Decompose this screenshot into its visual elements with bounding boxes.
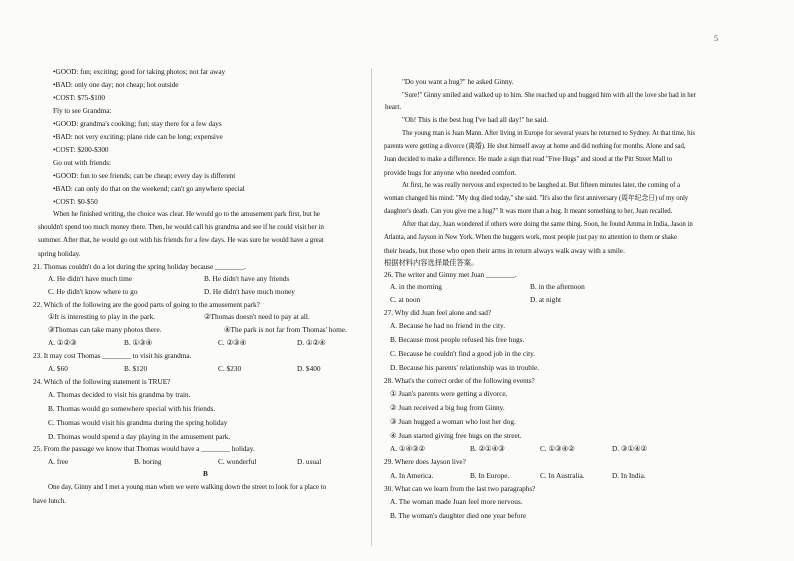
option-c[interactable]: C. $230 [218,364,242,373]
section-b-label: B [203,469,208,478]
text-line: "Sure!" Ginny smiled and walked up to him. She reached up and hugged him with all the love she had in her [402,92,696,99]
text-line: •BAD: can only do that on the weekend; can't go anywhere special [53,184,245,193]
option-c[interactable]: C. Because he couldn't find a good job in the city. [390,349,536,358]
option-d[interactable]: D. ①②④ [297,338,326,347]
text-line: •GOOD: grandma's cooking; fun; stay there for a few days [53,119,222,128]
option-b[interactable]: B. Because most people refused his free hugs. [390,335,525,344]
option-c[interactable]: C. ①③④② [540,444,575,453]
section-heading: Go out with friends: [53,158,111,167]
text-line: Juan decided to make a difference. He made a sign that read "Free Hugs" and stood at the Pitt Street Mall to [384,156,673,163]
text-line: After that day, Juan wondered if others were doing the same thing. Soon, he found Amma in India, Jason in [402,221,693,228]
statement-4: ④ Juan started giving free hugs on the street. [390,431,522,440]
text-line: heart. [385,102,402,111]
statement-2: ② Juan received a big hug from Ginny. [390,403,505,412]
question-29-stem: 29. Where does Jayson live? [384,457,466,466]
text-line: One day, Ginny and I met a young man when we were walking down the street to look for a place to [48,483,327,491]
option-b[interactable]: B. boring [134,457,162,466]
option-a[interactable]: A. In America. [390,471,434,480]
statement-4: ④The park is not far from Thomas' home. [224,325,347,334]
option-d[interactable]: D. usual [297,457,322,466]
option-a[interactable]: A. Because he had no friend in the city. [390,321,506,330]
text-line: At first, he was really nervous and expected to be laughed at. But fifteen minutes later, the coming of a [402,182,681,189]
question-26-stem: 26. The writer and Ginny met Juan ________. [384,270,517,279]
option-a[interactable]: A. ①②③ [48,338,77,347]
option-d[interactable]: D. ③①④② [612,444,648,453]
page-corner-mark: 5 [714,34,718,43]
question-24-stem: 24. Which of the following statement is TRUE? [33,377,171,386]
option-b[interactable]: B. in the afternoon [530,282,585,291]
option-c[interactable]: C. In Australia. [540,471,585,480]
text-line: provide hugs for anyone who needed comfort. [384,168,517,177]
text-line: have lunch. [33,496,67,505]
text-line: shouldn't spend too much money there. Then, he would call his grandma and see if he could visit her in [38,223,324,231]
option-b[interactable]: B. $120 [124,364,148,373]
option-a[interactable]: A. ①④③② [390,444,426,453]
statement-1: ①It is interesting to play in the park. [48,312,156,321]
text-line: •GOOD: fun; exciting; good for taking photos; not far away [53,67,226,76]
text-line: their heads, but those who open their arms in return always walk away with a smile. [384,246,625,255]
option-c[interactable]: C. Thomas would visit his grandma during the spring holiday [48,418,228,427]
option-a[interactable]: A. He didn't have much time [48,274,132,283]
text-line: •COST: $0-$50 [53,197,98,206]
option-a[interactable]: A. The woman made Juan feel more nervous. [390,497,523,506]
section-heading: Fly to see Grandma: [53,106,112,115]
question-30-stem: 30. What can we learn from the last two paragraphs? [384,484,536,493]
question-22-stem: 22. Which of the following are the good parts of going to the amusement park? [33,300,260,309]
option-a[interactable]: A. Thomas decided to visit his grandma by train. [48,390,191,399]
text-line: daughter's death. Can you give me a hug?" It was more than a hug. It meant something to her, Juan recalled. [384,208,673,215]
option-d[interactable]: D. $400 [297,364,321,373]
question-28-stem: 28. What's the correct order of the following events? [384,376,535,385]
text-line: •BAD: only one day; not cheap; hot outside [53,80,179,89]
option-b[interactable]: B. ①③④ [124,338,153,347]
option-d[interactable]: D. Because his parents' relationship was in trouble. [390,363,540,372]
option-b[interactable]: B. In Europe. [470,471,510,480]
question-23-stem: 23. It may cost Thomas ________ to visit his grandma. [33,351,192,360]
option-c[interactable]: C. He didn't know where to go [48,287,138,296]
statement-3: ③Thomas can take many photos there. [48,325,162,334]
question-21-stem: 21. Thomas couldn't do a lot during the spring holiday because ________. [33,262,246,271]
statement-3: ③ Juan hugged a woman who lost her dog. [390,417,516,426]
text-line: •GOOD: fun to see friends; can be cheap; every day is different [53,171,236,180]
option-b[interactable]: B. ②①④③ [470,444,505,453]
text-line: •COST: $200-$300 [53,145,109,154]
question-25-stem: 25. From the passage we know that Thomas would have a ________ holiday. [33,444,255,453]
option-b[interactable]: B. Thomas would go somewhere special with his friends. [48,404,216,413]
text-line: Atlanta, and Jayson in New York. When the huggers work, most people just pay no attention to them or shake [384,234,678,241]
instruction-line: 根据材料内容选择最佳答案。 [384,258,479,267]
option-d[interactable]: D. In India. [612,471,646,480]
option-d[interactable]: D. at night [530,295,562,304]
column-divider [371,68,372,546]
text-line: •COST: $75-$100 [53,93,105,102]
option-a[interactable]: A. $60 [48,364,68,373]
option-d[interactable]: D. Thomas would spend a day playing in the amusement park. [48,432,231,441]
statement-2: ②Thomas doesn't need to pay at all. [204,312,310,321]
text-line: "Do you want a hug?" he asked Ginny. [402,77,514,86]
option-c[interactable]: C. at noon [390,295,421,304]
option-d[interactable]: D. He didn't have much money [204,287,295,296]
option-a[interactable]: A. free [48,457,69,466]
text-line: parents were getting a divorce (离婚). He shut himself away at home and did nothing for months. Alone and sad, [384,143,686,150]
statement-1: ① Juan's parents were getting a divorce. [390,389,508,398]
text-line: When he finished writing, the choice was clear. He would go to the amusement park first, but he [53,210,320,218]
option-c[interactable]: C. ②③④ [218,338,247,347]
option-b[interactable]: B. He didn't have any friends [204,274,290,283]
option-a[interactable]: A. in the morning [390,282,442,291]
text-line: spring holiday. [38,249,81,258]
option-b[interactable]: B. The woman's daughter died one year before [390,511,527,520]
text-line: The young man is Juan Mann. After living in Europe for several years he returned to Sydney. At that time, his [402,130,695,137]
text-line: "Oh! This is the best hug I've had all day!" he said. [402,115,548,124]
question-27-stem: 27. Why did Juan feel alone and sad? [384,308,492,317]
text-line: woman changed his mind. "My dog died today," she said. "It's also the first anniversary (周年纪念日) of my only [384,195,689,202]
text-line: •BAD: not very exciting; plane ride can be long; expensive [53,132,223,141]
option-c[interactable]: C. wonderful [218,457,257,466]
text-line: summer. After that, he would go out with his friends for a few days. He was sure he would have a great [38,236,324,244]
